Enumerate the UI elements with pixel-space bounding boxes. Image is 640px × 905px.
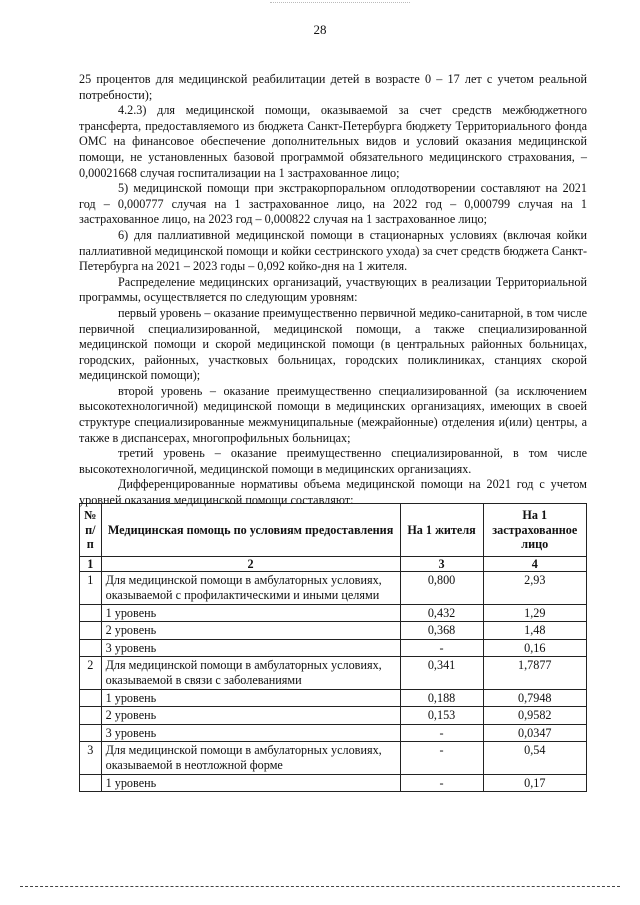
row-care-type: 1 уровень — [101, 689, 400, 707]
paragraph: 4.2.3) для медицинской помощи, оказываемой за счет средств межбюджетного трансферта, предоставляемого из бюджета Санкт-Петербурга бюджету Территориального фонда ОМС на финансовое обеспечение дополнительных видов и условий оказания медицинской помощи, не установленных базовой программой обязательного медицинского страхования, – 0,00021668 случая госпитализации на 1 застрахованное лицо; — [79, 103, 587, 180]
row-per-insured: 0,9582 — [483, 707, 586, 725]
table-row — [80, 707, 587, 725]
table-row — [80, 689, 587, 707]
row-number — [80, 774, 102, 792]
table-header-row — [80, 504, 587, 557]
row-per-insured: 0,7948 — [483, 689, 586, 707]
column-index: 1 — [80, 556, 102, 572]
scan-artifact-rule — [270, 2, 410, 4]
row-per-resident: 0,188 — [400, 689, 483, 707]
row-per-insured: 2,93 — [483, 572, 586, 604]
row-number: 1 — [80, 572, 102, 604]
table-row — [80, 657, 587, 689]
column-index: 3 — [400, 556, 483, 572]
paragraph: 6) для паллиативной медицинской помощи в стационарных условиях (включая койки паллиативной медицинской помощи и койки сестринского ухода) за счет средств бюджета Санкт-Петербурга на 2021 – 2023 годы – 0,092 койко-дня на 1 жителя. — [79, 227, 587, 274]
row-number — [80, 622, 102, 640]
row-care-type: 3 уровень — [101, 639, 400, 657]
row-per-resident: - — [400, 742, 483, 774]
row-per-insured: 0,16 — [483, 639, 586, 657]
row-per-resident: - — [400, 774, 483, 792]
paragraph: 5) медицинской помощи при экстракорпоральном оплодотворении составляют на 2021 год – 0,000777 случая на 1 застрахованное лицо, на 2022 год – 0,000799 случая на 1 застрахованное лицо, на 2023 год – 0,000822 случая на 1 застрахованное лицо; — [79, 181, 587, 227]
column-index-row — [80, 556, 587, 572]
table-row — [80, 622, 587, 640]
row-number — [80, 689, 102, 707]
table-row — [80, 724, 587, 742]
row-number — [80, 604, 102, 622]
table-row — [80, 604, 587, 622]
column-index: 4 — [483, 556, 586, 572]
row-per-insured: 1,7877 — [483, 657, 586, 689]
paragraph: Дифференцированные нормативы объема медицинской помощи на 2021 год с учетом уровней оказания медицинской помощи составляют: — [79, 477, 587, 508]
column-index: 2 — [101, 556, 400, 572]
norms-table — [79, 503, 587, 792]
row-number — [80, 639, 102, 657]
table-row — [80, 572, 587, 604]
row-per-insured: 1,48 — [483, 622, 586, 640]
row-per-insured: 0,54 — [483, 742, 586, 774]
row-per-resident: 0,800 — [400, 572, 483, 604]
row-care-type: Для медицинской помощи в амбулаторных условиях, оказываемой в неотложной форме — [101, 742, 400, 774]
document-body — [79, 72, 587, 509]
paragraph: Распределение медицинских организаций, участвующих в реализации Территориальной программы, осуществляется по следующим уровням: — [79, 274, 587, 305]
row-per-insured: 0,17 — [483, 774, 586, 792]
paragraph: третий уровень – оказание преимущественно специализированной, в том числе высокотехнологичной, медицинской помощи в медицинских организациях. — [79, 446, 587, 476]
paragraph: первый уровень – оказание преимущественно первичной медико-санитарной, в том числе первичной специализированной, медицинской помощи, а также специализированной медицинской помощи и скорой медицинской помощи (в центральных районных больницах, городских, районных, участковых больницах, городских поликлиниках, станциях скорой медицинской помощи); — [79, 305, 587, 383]
header-per-insured: На 1 застрахованное лицо — [483, 504, 586, 557]
scan-artifact-bottom-rule — [20, 886, 620, 887]
row-per-resident: 0,341 — [400, 657, 483, 689]
header-per-resident: На 1 жителя — [400, 504, 483, 557]
row-care-type: 2 уровень — [101, 707, 400, 725]
table-row — [80, 639, 587, 657]
page-number: 28 — [313, 22, 327, 37]
row-care-type: 1 уровень — [101, 604, 400, 622]
row-care-type: 2 уровень — [101, 622, 400, 640]
row-number — [80, 707, 102, 725]
row-care-type: 1 уровень — [101, 774, 400, 792]
row-per-insured: 1,29 — [483, 604, 586, 622]
row-per-resident: 0,368 — [400, 622, 483, 640]
norms-table-container — [79, 503, 587, 792]
header-number: № п/п — [80, 504, 102, 557]
row-per-insured: 0,0347 — [483, 724, 586, 742]
row-per-resident: - — [400, 639, 483, 657]
paragraph: 25 процентов для медицинской реабилитации детей в возрасте 0 – 17 лет с учетом реальной потребности); — [79, 72, 587, 102]
row-number: 3 — [80, 742, 102, 774]
row-per-resident: - — [400, 724, 483, 742]
row-per-resident: 0,153 — [400, 707, 483, 725]
header-care-type: Медицинская помощь по условиям предоставления — [101, 504, 400, 557]
row-care-type: Для медицинской помощи в амбулаторных условиях, оказываемой в связи с заболеваниями — [101, 657, 400, 689]
row-number — [80, 724, 102, 742]
row-care-type: Для медицинской помощи в амбулаторных условиях, оказываемой с профилактическими и иными целями — [101, 572, 400, 604]
table-row — [80, 742, 587, 774]
row-per-resident: 0,432 — [400, 604, 483, 622]
row-care-type: 3 уровень — [101, 724, 400, 742]
paragraph: второй уровень – оказание преимущественно специализированной (за исключением высокотехнологичной) медицинской помощи в медицинских организациях, имеющих в своей структуре специализированные межмуниципальные (межрайонные) отделения и(или) центры, а также в диспансерах, многопрофильных больницах; — [79, 383, 587, 445]
table-row — [80, 774, 587, 792]
row-number: 2 — [80, 657, 102, 689]
